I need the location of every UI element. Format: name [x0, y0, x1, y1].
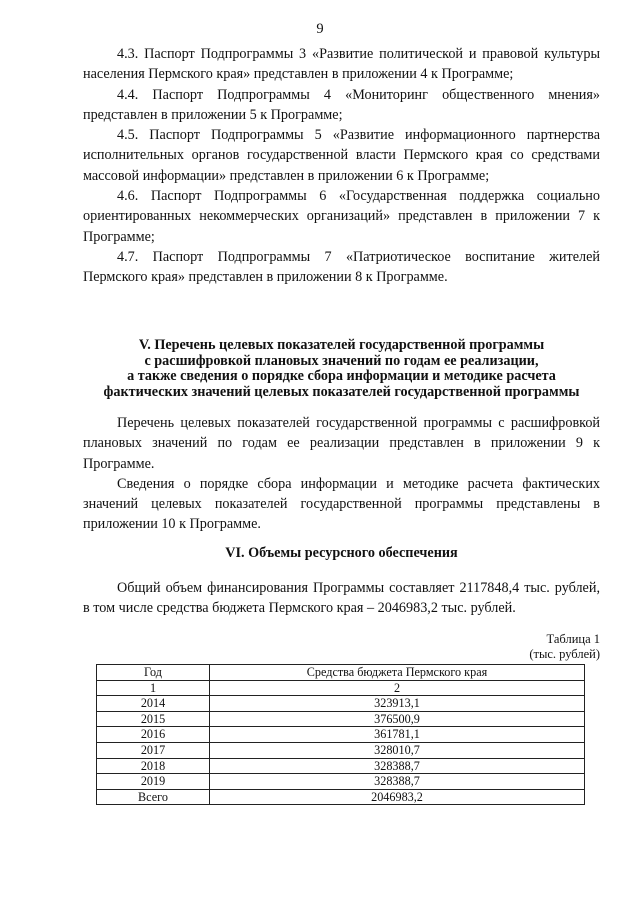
header-year: Год	[97, 665, 210, 681]
item-4-6: 4.6. Паспорт Подпрограммы 6 «Государственная поддержка социально ориентированных некоммерческих организаций» представлен в приложении 7 к Программе;	[83, 188, 600, 245]
table-row	[97, 696, 585, 712]
table-row	[97, 758, 585, 774]
section-v-heading-line: с расшифровкой плановых значений по годам ее реализации,	[144, 352, 539, 369]
table-numbering-row	[97, 680, 585, 696]
section-vi-body	[83, 578, 600, 619]
year-cell: 2015	[97, 711, 210, 727]
table-row	[97, 742, 585, 758]
item-4-3: 4.3. Паспорт Подпрограммы 3 «Развитие политической и правовой культуры населения Пермского края» представлен в приложении 4 к Программе;	[83, 46, 600, 83]
table-title: Таблица 1	[546, 632, 600, 646]
amount-cell: 328388,7	[210, 774, 585, 790]
item-4-7: 4.7. Паспорт Подпрограммы 7 «Патриотическое воспитание жителей Пермского края» представлен в приложении 8 к Программе.	[83, 248, 600, 286]
table-total-row	[97, 789, 585, 805]
section-vi-heading-text: VI. Объемы ресурсного обеспечения	[225, 545, 458, 561]
table-row	[97, 711, 585, 727]
section-vi-heading	[83, 546, 600, 562]
section-v-heading-line: фактических значений целевых показателей государственной программы	[103, 383, 580, 400]
table-caption	[529, 632, 600, 661]
page-number: 9	[316, 21, 324, 37]
section-v-heading	[83, 338, 600, 400]
total-label-cell: Всего	[97, 789, 210, 805]
numbering-cell: 1	[97, 680, 210, 696]
amount-cell: 328010,7	[210, 742, 585, 758]
amount-cell: 361781,1	[210, 727, 585, 743]
year-cell: 2018	[97, 758, 210, 774]
section-v-paragraph: Сведения о порядке сбора информации и методике расчета фактических значений целевых показателей государственной программы представлены в приложении 10 к Программе.	[83, 475, 600, 533]
section-iv-items	[83, 44, 600, 288]
section-v-heading-line: V. Перечень целевых показателей государственной программы	[138, 337, 545, 353]
year-cell: 2019	[97, 774, 210, 790]
numbering-cell: 2	[210, 680, 585, 696]
amount-cell: 328388,7	[210, 758, 585, 774]
item-4-5: 4.5. Паспорт Подпрограммы 5 «Развитие информационного партнерства исполнительных органов государственной власти Пермского края со средствами массовой информации» представлен в приложении 6 к Программе;	[83, 127, 600, 184]
amount-cell: 376500,9	[210, 711, 585, 727]
amount-cell: 323913,1	[210, 696, 585, 712]
table-units: (тыс. рублей)	[529, 646, 600, 661]
year-cell: 2017	[97, 742, 210, 758]
table-row	[97, 727, 585, 743]
table-row	[97, 774, 585, 790]
table-header-row	[97, 665, 585, 681]
total-amount-cell: 2046983,2	[210, 789, 585, 805]
section-v-paragraph: Перечень целевых показателей государственной программы с расшифровкой плановых значений по годам ее реализации представлен в приложении 9 к Программе.	[83, 415, 600, 472]
year-cell: 2016	[97, 727, 210, 743]
header-budget: Средства бюджета Пермского края	[210, 665, 585, 681]
section-vi-paragraph: Общий объем финансирования Программы составляет 2117848,4 тыс. рублей, в том числе средства бюджета Пермского края – 2046983,2 тыс. рублей.	[83, 580, 600, 617]
budget-table	[96, 664, 585, 805]
year-cell: 2014	[97, 696, 210, 712]
section-v-body	[83, 413, 600, 535]
item-4-4: 4.4. Паспорт Подпрограммы 4 «Мониторинг общественного мнения» представлен в приложении 5 к Программе;	[83, 86, 600, 123]
section-v-heading-line: а также сведения о порядке сбора информации и методике расчета	[127, 368, 556, 384]
